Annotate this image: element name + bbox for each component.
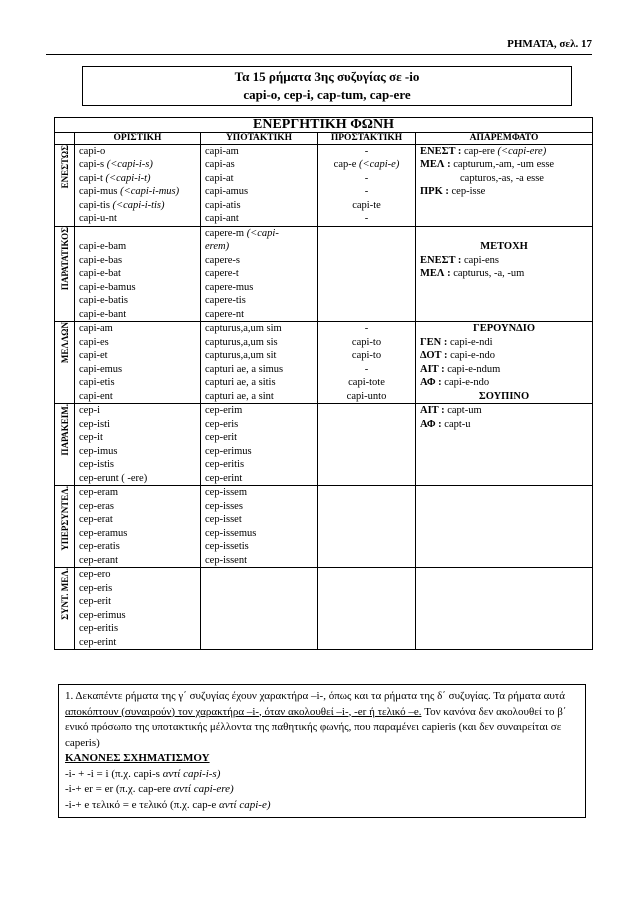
indicative-line-text: capi-e-bamus	[79, 281, 136, 293]
tense-label: ΠΑΡΑΚΕΙΜ.	[60, 404, 70, 456]
indicative-line: cep-ero	[79, 569, 111, 580]
rule-text: -i-+ e τελικό = e τελικό (π.χ. cap-e	[65, 798, 219, 811]
subjunctive-line: cep-issem	[205, 487, 247, 498]
subjunctive-line: cep-issemus	[205, 527, 257, 539]
indicative-line-text: capi-mus	[79, 186, 121, 197]
indicative-cell	[75, 144, 201, 226]
subjunctive-cell	[201, 486, 318, 568]
subjunctive-line-text: capere-m	[205, 227, 247, 239]
subjunctive-line: cep-erit	[205, 432, 238, 443]
col-subjunctive: ΥΠΟΤΑΚΤΙΚΗ	[201, 132, 318, 144]
gerund-title: ΓΕΡΟΥΝΔΙΟ	[473, 323, 536, 334]
subjunctive-line-text: capere-t	[205, 268, 239, 279]
subjunctive-line: cep-erint	[205, 472, 243, 484]
infinitive-line-label: ΜΕΛ :	[420, 268, 451, 279]
col-imperative: ΠΡΟΣΤΑΚΤΙΚΗ	[318, 132, 416, 144]
subjunctive-line: capi-at	[205, 172, 234, 184]
infinitive-line-label: ΑΙΤ :	[420, 363, 445, 375]
subjunctive-line	[205, 281, 313, 295]
subjunctive-cell	[201, 404, 318, 486]
subjunctive-line: capturi ae, a simus	[205, 363, 284, 375]
indicative-line: cep-erant	[79, 554, 119, 566]
subjunctive-line-text: capere-tis	[205, 295, 246, 306]
infinitive-cell	[416, 322, 593, 404]
infinitive-line-text: capt-u	[441, 418, 471, 430]
rule-note: αντί capi-ere)	[173, 783, 234, 795]
imperative-cell	[318, 486, 416, 568]
imperative-line: -	[364, 363, 369, 375]
infinitive-cell	[416, 144, 593, 226]
subjunctive-line: cep-issetis	[205, 541, 249, 552]
indicative-line-text: capi-e-batis	[79, 295, 128, 306]
subjunctive-line: capi-ant	[205, 213, 239, 224]
infinitive-line-text: capturos,-as, -a esse	[460, 172, 544, 184]
tense-label-cell	[55, 486, 75, 568]
indicative-line-note: (<capi-i-mus)	[120, 186, 180, 197]
indicative-line: capi-emus	[79, 363, 123, 375]
infinitive-line-label: ΕΝΕΣΤ :	[420, 254, 462, 266]
rule-text: -i-+ er = er (π.χ. cap-ere	[65, 783, 174, 795]
indicative-line-text: capi-tis	[79, 199, 113, 211]
subjunctive-line: capi-amus	[205, 186, 249, 197]
indicative-line	[79, 267, 196, 281]
indicative-line-text: capi-e-bant	[79, 308, 127, 320]
rule-line	[65, 767, 579, 783]
infinitive-line	[420, 185, 588, 199]
infinitive-line	[420, 254, 588, 268]
subjunctive-line-text: capere-s	[205, 254, 240, 266]
indicative-line	[79, 281, 196, 295]
imperative-line	[322, 172, 411, 186]
rule-line	[65, 782, 579, 798]
indicative-line: cep-i	[79, 405, 100, 416]
imperative-line-text: -	[364, 213, 369, 224]
infinitive-line-label: ΜΕΛ :	[420, 159, 451, 170]
indicative-line	[79, 158, 196, 172]
indicative-line: cep-imus	[79, 445, 118, 457]
column-header-row	[55, 132, 593, 144]
title-line-1: Τα 15 ρήματα 3ης συζυγίας σε -io	[234, 69, 420, 84]
indicative-line: capi-ent	[79, 390, 113, 402]
imperative-line-text: -	[364, 186, 369, 197]
subjunctive-cell	[201, 226, 318, 322]
title-box	[82, 66, 572, 106]
infinitive-line	[420, 404, 588, 418]
subjunctive-line-note: (<capi-	[246, 227, 279, 239]
indicative-line: capi-et	[79, 350, 108, 361]
indicative-line: cep-eram	[79, 487, 119, 498]
imperative-cell	[318, 144, 416, 226]
subjunctive-line: capi-atis	[205, 199, 241, 211]
subjunctive-line: capturus,a,um sis	[205, 336, 278, 348]
indicative-line-note: (<capi-i-s)	[106, 159, 153, 170]
indicative-line: cep-erunt ( -ere)	[79, 472, 148, 484]
indicative-line-text: capi-t	[79, 172, 106, 184]
imperative-line-text: -	[364, 172, 369, 184]
tense-label-cell	[55, 322, 75, 404]
infinitive-cell	[416, 568, 593, 650]
indicative-line: capi-am	[79, 323, 113, 334]
subjunctive-line	[205, 267, 313, 281]
tense-row	[55, 404, 593, 486]
indicative-line: cep-eratis	[79, 541, 120, 552]
indicative-line-note: (<capi-i-tis)	[112, 199, 165, 211]
indicative-line-text: capi-e-bas	[79, 254, 123, 266]
imperative-line: -	[364, 323, 369, 334]
indicative-line: cep-eras	[79, 500, 114, 512]
rules-title: ΚΑΝΟΝΕΣ ΣΧΗΜΑΤΙΣΜΟΥ	[65, 752, 210, 764]
indicative-cell	[75, 486, 201, 568]
imperative-line-text: cap-e	[333, 159, 360, 170]
indicative-cell	[75, 568, 201, 650]
imperative-line: capi-unto	[346, 390, 387, 402]
subjunctive-cell	[201, 568, 318, 650]
subjunctive-line	[205, 240, 313, 254]
indicative-line: cep-eris	[79, 582, 113, 594]
subjunctive-line: cep-isset	[205, 514, 242, 525]
supine-title: ΣΟΥΠΙΝΟ	[478, 390, 530, 402]
notes-box	[58, 684, 586, 818]
imperative-line	[322, 145, 411, 159]
infinitive-line-label: ΠΡΚ :	[420, 186, 449, 197]
indicative-line	[79, 199, 196, 213]
subjunctive-line: capturus,a,um sit	[205, 350, 277, 361]
indicative-cell	[75, 226, 201, 322]
col-infinitive: ΑΠΑΡΕΜΦΑΤΟ	[416, 132, 593, 144]
subjunctive-line	[205, 254, 313, 268]
subjunctive-line	[205, 294, 313, 308]
title-line-2: capi-o, cep-i, cap-tum, cap-ere	[243, 87, 411, 102]
tense-row	[55, 226, 593, 322]
indicative-line: cep-erat	[79, 514, 113, 525]
infinitive-line	[420, 418, 588, 432]
imperative-line	[322, 185, 411, 199]
infinitive-line	[420, 158, 588, 172]
indicative-line-note: (<capi-i-t)	[105, 172, 151, 184]
subjunctive-line: cep-eris	[205, 418, 239, 430]
rule-note: αντί capi-e)	[218, 798, 271, 811]
subjunctive-line: cep-erimus	[205, 445, 252, 457]
infinitive-line-label: ΑΦ :	[420, 377, 442, 388]
infinitive-line-text: capi-e-ndi	[447, 336, 493, 348]
indicative-line-text: capi-e-bam	[79, 241, 127, 252]
subjunctive-cell	[201, 144, 318, 226]
indicative-line-text: capi-o	[79, 145, 106, 157]
subjunctive-line: capi-am	[205, 145, 239, 157]
infinitive-line-text: capturum,-am, -um esse	[450, 159, 555, 170]
indicative-line: capi-es	[79, 336, 109, 348]
tense-row	[55, 322, 593, 404]
indicative-line: cep-erint	[79, 636, 117, 648]
infinitive-line	[420, 145, 588, 159]
tense-row	[55, 486, 593, 568]
imperative-line	[322, 158, 411, 172]
indicative-line: cep-istis	[79, 459, 114, 470]
indicative-line	[79, 240, 196, 254]
subjunctive-line: capturi ae, a sitis	[205, 377, 276, 388]
infinitive-line-label: ΑΙΤ :	[420, 405, 445, 416]
tense-label-cell	[55, 404, 75, 486]
header-rule	[46, 54, 592, 55]
conjugation-table	[54, 117, 593, 650]
indicative-line: cep-eramus	[79, 527, 128, 539]
tense-label: ΕΝΕΣΤΩΣ	[60, 144, 70, 188]
infinitive-line-text: capt-um	[444, 405, 482, 416]
subjunctive-line	[205, 308, 313, 322]
infinitive-cell	[416, 404, 593, 486]
subjunctive-line: cep-isses	[205, 500, 243, 512]
subjunctive-line: capi-as	[205, 159, 235, 170]
infinitive-line-text: capi-ens	[461, 254, 499, 266]
indicative-line	[79, 212, 196, 226]
tense-label: ΠΑΡΑΤΑΤΙΚΟΣ	[60, 226, 70, 290]
subjunctive-line	[205, 227, 313, 241]
indicative-line	[79, 308, 196, 322]
voice-title: ΕΝΕΡΓΗΤΙΚΗ ΦΩΝΗ	[55, 118, 593, 133]
infinitive-line	[420, 363, 588, 377]
imperative-line-text: -	[364, 145, 369, 157]
indicative-line-text: capi-s	[79, 159, 107, 170]
infinitive-line-label: ΕΝΕΣΤ :	[420, 145, 462, 157]
imperative-line	[322, 199, 411, 213]
indicative-cell	[75, 404, 201, 486]
indicative-line: capi-etis	[79, 377, 115, 388]
infinitive-cell	[416, 226, 593, 322]
indicative-line: cep-erit	[79, 596, 112, 607]
subjunctive-cell	[201, 322, 318, 404]
imperative-cell	[318, 404, 416, 486]
subjunctive-line-text: capere-nt	[205, 308, 245, 320]
subjunctive-line: cep-issent	[205, 554, 247, 566]
col-indicative: ΟΡΙΣΤΙΚΗ	[75, 132, 201, 144]
indicative-line: cep-erimus	[79, 609, 126, 621]
tense-label-cell	[55, 568, 75, 650]
rule-note: αντί capi-i-s)	[162, 767, 221, 780]
tense-label: ΥΠΕΡΣΥΝΤΕΛ.	[60, 486, 70, 551]
indicative-line	[79, 145, 196, 159]
tense-row	[55, 144, 593, 226]
infinitive-line-text: capturus, -a, -um	[450, 268, 525, 279]
subjunctive-line: cep-erim	[205, 405, 243, 416]
indicative-line	[79, 227, 196, 241]
infinitive-line-text: capi-e-ndo	[441, 377, 490, 388]
imperative-cell	[318, 568, 416, 650]
participle-title: ΜΕΤΟΧΗ	[480, 241, 528, 252]
indicative-line-text: capi-u-nt	[79, 213, 117, 224]
indicative-line	[79, 185, 196, 199]
voice-row	[55, 118, 593, 133]
imperative-line: capi-to	[351, 336, 382, 348]
infinitive-line	[420, 336, 588, 350]
indicative-line: cep-it	[79, 432, 103, 443]
tense-label-cell	[55, 144, 75, 226]
infinitive-line-note: (<capi-ere)	[497, 145, 547, 157]
infinitive-line	[420, 349, 588, 363]
imperative-line: capi-tote	[348, 377, 385, 388]
infinitive-line	[420, 172, 588, 186]
infinitive-line	[420, 267, 588, 281]
infinitive-line-label: ΑΦ :	[420, 418, 442, 430]
rules-list	[65, 767, 579, 814]
infinitive-line-label: ΓΕΝ :	[420, 336, 448, 348]
infinitive-line-text: cap-ere	[461, 145, 498, 157]
tense-label-cell	[55, 226, 75, 322]
imperative-line-note: (<capi-e)	[359, 159, 400, 170]
indicative-line	[79, 254, 196, 268]
infinitive-cell	[416, 486, 593, 568]
note-text-a: 1. Δεκαπέντε ρήματα της γ΄ συζυγίας έχουν χαρακτήρα –i-, όπως και τα ρήματα της δ΄ συζυγίας. Τα ρήματα αυτά	[65, 690, 565, 702]
infinitive-line-label: ΔΟΤ :	[420, 350, 448, 361]
tense-row	[55, 568, 593, 650]
imperative-cell	[318, 226, 416, 322]
note-text-underlined: αποκόπτουν (συναιρούν) τον χαρακτήρα –i-, όταν ακολουθεί –i-, -er ή τελικό –e.	[65, 705, 422, 718]
header-spacer	[55, 132, 75, 144]
tense-label: ΣΥΝΤ. ΜΕΛ.	[60, 568, 70, 620]
rule-text: -i- + -i = i (π.χ. capi-s	[65, 767, 163, 780]
note-paragraph	[65, 689, 579, 751]
spacer	[420, 227, 588, 241]
tense-label: ΜΕΛΛΩΝ	[60, 322, 70, 364]
subjunctive-line-text: capere-mus	[205, 281, 254, 293]
indicative-line-text: capi-e-bat	[79, 268, 121, 279]
infinitive-line-text: cep-isse	[448, 186, 486, 197]
indicative-line: cep-isti	[79, 418, 110, 430]
note-text-b: Τον κανόνα δεν ακολουθεί το β΄ ενικό πρόσωπο της υποτακτικής μέλλοντα της παθητικής φωνής, που παραμένει capieris (και δεν συναιρείται σε caperis)	[65, 705, 567, 749]
tense-rows	[55, 144, 593, 650]
indicative-cell	[75, 322, 201, 404]
page-header: ΡΗΜΑΤΑ, σελ. 17	[507, 38, 592, 50]
rule-line	[65, 798, 579, 814]
infinitive-line-text: capi-e-ndo	[447, 350, 495, 361]
imperative-cell	[318, 322, 416, 404]
infinitive-line	[420, 376, 588, 390]
subjunctive-line-note: erem)	[205, 241, 230, 252]
imperative-line: capi-to	[351, 350, 382, 361]
imperative-line	[322, 212, 411, 226]
subjunctive-line: capturus,a,um sim	[205, 323, 282, 334]
imperative-line-text: capi-te	[352, 199, 381, 211]
subjunctive-line: cep-eritis	[205, 459, 245, 470]
subjunctive-line: capturi ae, a sint	[205, 390, 274, 402]
indicative-line	[79, 172, 196, 186]
indicative-line: cep-eritis	[79, 623, 119, 634]
indicative-line	[79, 294, 196, 308]
infinitive-line-text: capi-e-ndum	[444, 363, 501, 375]
